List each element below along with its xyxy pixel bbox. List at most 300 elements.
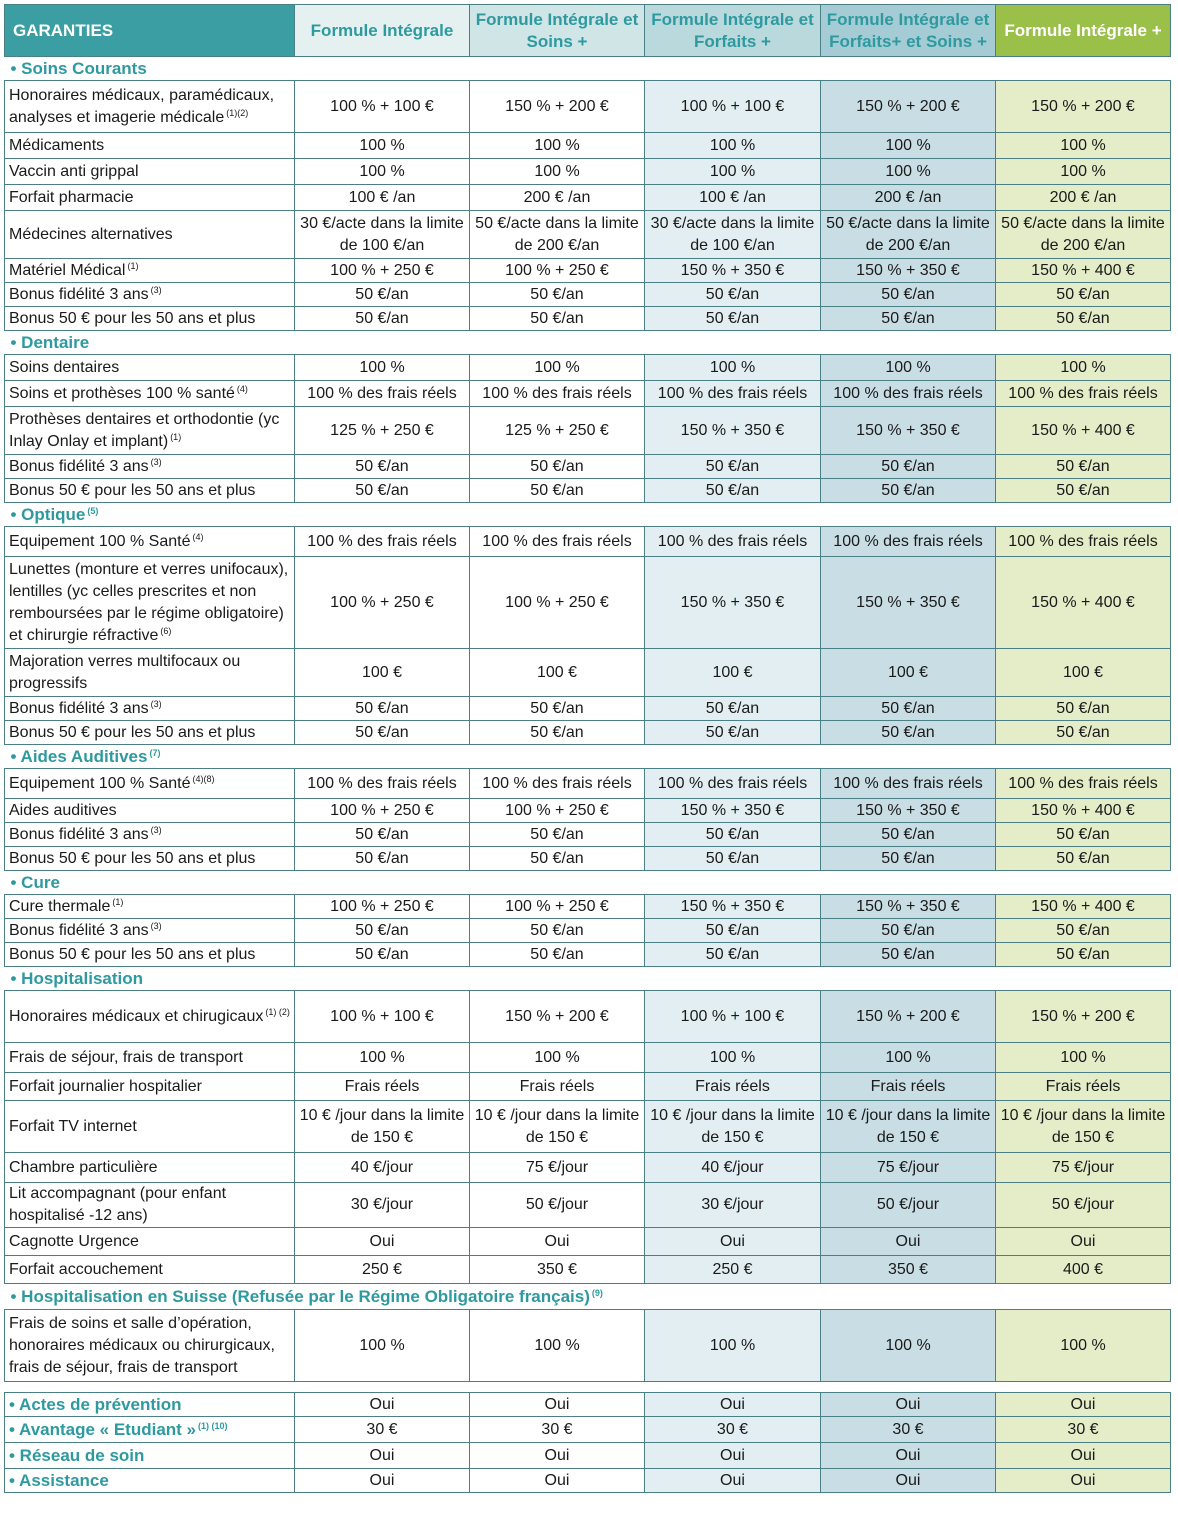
- row-label: [5, 283, 295, 307]
- value-cell: 30 €: [996, 1417, 1171, 1443]
- row-label-text: Vaccin anti grippal: [9, 162, 139, 180]
- value-cell: 100 % des frais réels: [996, 769, 1171, 799]
- value-cell: 100 % + 250 €: [295, 895, 470, 919]
- value-cell: 100 €: [470, 649, 645, 697]
- extra-label: [5, 1393, 295, 1417]
- row-footnote: (1) (2): [265, 1006, 290, 1017]
- value-cell: 50 €/an: [645, 919, 821, 943]
- row-label: [5, 479, 295, 503]
- value-cell: 350 €: [821, 1256, 996, 1284]
- value-cell: 75 €/jour: [470, 1153, 645, 1183]
- row-label: [5, 769, 295, 799]
- table-row: [5, 1228, 1171, 1256]
- value-cell: Oui: [821, 1443, 996, 1469]
- value-cell: 30 €/acte dans la limite de 100 €/an: [295, 211, 470, 259]
- value-cell: 50 €/an: [996, 721, 1171, 745]
- value-cell: Oui: [645, 1469, 821, 1493]
- value-cell: 10 € /jour dans la limite de 150 €: [821, 1101, 996, 1153]
- value-cell: 150 % + 350 €: [821, 407, 996, 455]
- value-cell: 50 €/an: [645, 721, 821, 745]
- value-cell: 100 %: [996, 355, 1171, 381]
- value-cell: 30 €: [295, 1417, 470, 1443]
- extra-footnote: (1) (10): [198, 1420, 228, 1431]
- value-cell: 50 €/acte dans la limite de 200 €/an: [821, 211, 996, 259]
- value-cell: 50 €/an: [996, 943, 1171, 967]
- value-cell: 50 €/acte dans la limite de 200 €/an: [470, 211, 645, 259]
- row-footnote: (3): [150, 824, 162, 835]
- value-cell: 50 €/an: [645, 307, 821, 331]
- row-label-text: Chambre particulière: [9, 1158, 158, 1176]
- value-cell: 100 % des frais réels: [821, 769, 996, 799]
- value-cell: 50 €/acte dans la limite de 200 €/an: [996, 211, 1171, 259]
- row-label-text: Frais de séjour, frais de transport: [9, 1048, 243, 1066]
- value-cell: Oui: [470, 1228, 645, 1256]
- value-cell: Oui: [470, 1393, 645, 1417]
- extra-label-text: • Actes de prévention: [9, 1394, 182, 1414]
- row-label-text: Bonus 50 € pour les 50 ans et plus: [9, 849, 256, 867]
- row-footnote: (3): [150, 284, 162, 295]
- row-label-text: Matériel Médical: [9, 261, 126, 279]
- row-label: [5, 919, 295, 943]
- value-cell: 50 €/an: [470, 823, 645, 847]
- extra-row: [5, 1417, 1171, 1443]
- row-label-text: Aides auditives: [9, 801, 117, 819]
- extra-label-text: • Réseau de soin: [9, 1445, 145, 1465]
- row-label: [5, 455, 295, 479]
- section-row: [5, 1284, 1171, 1310]
- value-cell: 100 %: [645, 1310, 821, 1382]
- value-cell: 250 €: [295, 1256, 470, 1284]
- value-cell: 100 % des frais réels: [295, 769, 470, 799]
- value-cell: Oui: [645, 1443, 821, 1469]
- row-footnote: (4): [236, 383, 248, 394]
- value-cell: 50 €/an: [645, 697, 821, 721]
- table-row: [5, 355, 1171, 381]
- value-cell: 150 % + 400 €: [996, 259, 1171, 283]
- value-cell: Frais réels: [996, 1073, 1171, 1101]
- row-label-text: Cure thermale: [9, 897, 111, 915]
- value-cell: 100 % + 250 €: [470, 895, 645, 919]
- table-row: [5, 133, 1171, 159]
- value-cell: 100 % + 100 €: [295, 991, 470, 1043]
- table-row: [5, 1310, 1171, 1382]
- table-row: [5, 847, 1171, 871]
- row-footnote: (1): [112, 896, 124, 907]
- value-cell: 100 €: [821, 649, 996, 697]
- row-label: [5, 211, 295, 259]
- row-footnote: (4)(8): [192, 773, 215, 784]
- value-cell: 50 €/an: [821, 283, 996, 307]
- section-title-text: • Aides Auditives: [10, 746, 148, 766]
- row-label: [5, 721, 295, 745]
- value-cell: 100 % des frais réels: [470, 527, 645, 557]
- header-formule-integrale-soins: Formule Intégrale et Soins +: [470, 5, 645, 57]
- value-cell: 50 €/an: [470, 919, 645, 943]
- value-cell: 50 €/an: [470, 479, 645, 503]
- value-cell: 150 % + 400 €: [996, 799, 1171, 823]
- header-formule-integrale-plus: Formule Intégrale +: [996, 5, 1171, 57]
- table-row: [5, 307, 1171, 331]
- value-cell: 100 %: [470, 1310, 645, 1382]
- value-cell: 100 %: [645, 159, 821, 185]
- value-cell: 100 %: [645, 133, 821, 159]
- table-row: [5, 1183, 1171, 1228]
- value-cell: 150 % + 400 €: [996, 407, 1171, 455]
- row-label: [5, 133, 295, 159]
- value-cell: 100 %: [996, 133, 1171, 159]
- value-cell: 100 %: [470, 159, 645, 185]
- row-label: [5, 991, 295, 1043]
- value-cell: 100 % + 250 €: [295, 259, 470, 283]
- row-label-text: Soins dentaires: [9, 358, 120, 376]
- value-cell: 50 €/an: [821, 823, 996, 847]
- value-cell: 50 €/an: [645, 847, 821, 871]
- table-row: [5, 991, 1171, 1043]
- value-cell: 100 % des frais réels: [821, 381, 996, 407]
- table-row: [5, 159, 1171, 185]
- value-cell: 100 % des frais réels: [645, 527, 821, 557]
- value-cell: 100 % des frais réels: [821, 527, 996, 557]
- table-row: [5, 1043, 1171, 1073]
- section-title: [5, 331, 1171, 355]
- value-cell: 30 €/jour: [645, 1183, 821, 1228]
- value-cell: 100 %: [996, 1043, 1171, 1073]
- row-label: [5, 159, 295, 185]
- value-cell: 50 €/an: [996, 823, 1171, 847]
- header-formule-integrale: Formule Intégrale: [295, 5, 470, 57]
- value-cell: 50 €/an: [821, 919, 996, 943]
- table-row: [5, 259, 1171, 283]
- value-cell: 100 %: [470, 133, 645, 159]
- value-cell: 30 €/acte dans la limite de 100 €/an: [645, 211, 821, 259]
- value-cell: 100 %: [996, 159, 1171, 185]
- value-cell: 100 €: [645, 649, 821, 697]
- value-cell: 50 €/an: [295, 943, 470, 967]
- value-cell: Oui: [470, 1469, 645, 1493]
- section-title: [5, 967, 1171, 991]
- value-cell: 100 %: [295, 1310, 470, 1382]
- row-label: [5, 185, 295, 211]
- value-cell: 150 % + 200 €: [996, 81, 1171, 133]
- value-cell: 100 %: [821, 133, 996, 159]
- row-label-text: Forfait accouchement: [9, 1260, 163, 1278]
- value-cell: 150 % + 400 €: [996, 557, 1171, 649]
- value-cell: Oui: [821, 1469, 996, 1493]
- row-label: [5, 1310, 295, 1382]
- row-label-text: Bonus 50 € pour les 50 ans et plus: [9, 723, 256, 741]
- value-cell: 100 € /an: [295, 185, 470, 211]
- value-cell: 100 %: [821, 159, 996, 185]
- extra-row: [5, 1469, 1171, 1493]
- value-cell: 100 % des frais réels: [996, 381, 1171, 407]
- table-row: [5, 381, 1171, 407]
- value-cell: 50 €/jour: [821, 1183, 996, 1228]
- value-cell: Oui: [470, 1443, 645, 1469]
- value-cell: 100 % des frais réels: [996, 527, 1171, 557]
- value-cell: 400 €: [996, 1256, 1171, 1284]
- value-cell: 50 €/an: [470, 307, 645, 331]
- table-row: [5, 1101, 1171, 1153]
- row-label-text: Honoraires médicaux et chirugicaux: [9, 1007, 264, 1025]
- section-title-text: • Dentaire: [10, 332, 90, 352]
- section-row: [5, 57, 1171, 81]
- value-cell: 50 €/an: [295, 455, 470, 479]
- value-cell: 100 %: [470, 1043, 645, 1073]
- row-label-text: Forfait journalier hospitalier: [9, 1077, 202, 1095]
- value-cell: Oui: [645, 1393, 821, 1417]
- value-cell: 100 % + 250 €: [295, 799, 470, 823]
- row-label-text: Majoration verres multifocaux ou progressifs: [9, 652, 241, 692]
- section-title-text: • Soins Courants: [10, 58, 147, 78]
- row-label: [5, 799, 295, 823]
- extra-label: [5, 1417, 295, 1443]
- value-cell: 50 €/an: [996, 455, 1171, 479]
- value-cell: Oui: [821, 1393, 996, 1417]
- section-title-text: • Hospitalisation: [10, 968, 144, 988]
- value-cell: 150 % + 350 €: [821, 557, 996, 649]
- value-cell: 100 % + 250 €: [470, 799, 645, 823]
- value-cell: Oui: [821, 1228, 996, 1256]
- row-label: [5, 1101, 295, 1153]
- section-row: [5, 871, 1171, 895]
- section-row: [5, 967, 1171, 991]
- value-cell: 125 % + 250 €: [295, 407, 470, 455]
- value-cell: 10 € /jour dans la limite de 150 €: [645, 1101, 821, 1153]
- value-cell: 50 €/an: [645, 479, 821, 503]
- row-label-text: Forfait pharmacie: [9, 188, 134, 206]
- value-cell: Oui: [645, 1228, 821, 1256]
- row-label-text: Bonus 50 € pour les 50 ans et plus: [9, 481, 256, 499]
- table-row: [5, 895, 1171, 919]
- spacer-cell: [5, 1382, 1171, 1393]
- row-footnote: (4): [192, 531, 204, 542]
- value-cell: 50 €/an: [996, 919, 1171, 943]
- row-label-text: Frais de soins et salle d’opération, honoraires médicaux ou chirurgicaux, frais de séjour, frais de transport: [9, 1314, 275, 1376]
- value-cell: 100 %: [470, 355, 645, 381]
- value-cell: 50 €/an: [821, 307, 996, 331]
- value-cell: 150 % + 350 €: [821, 895, 996, 919]
- value-cell: 150 % + 350 €: [821, 259, 996, 283]
- value-cell: 50 €/an: [470, 283, 645, 307]
- row-footnote: (6): [160, 625, 172, 636]
- value-cell: 200 € /an: [996, 185, 1171, 211]
- extra-label: [5, 1443, 295, 1469]
- value-cell: 350 €: [470, 1256, 645, 1284]
- row-label: [5, 943, 295, 967]
- table-row: [5, 455, 1171, 479]
- value-cell: 40 €/jour: [295, 1153, 470, 1183]
- value-cell: 100 % + 250 €: [470, 557, 645, 649]
- value-cell: 150 % + 350 €: [645, 407, 821, 455]
- table-row: [5, 799, 1171, 823]
- value-cell: 150 % + 350 €: [645, 557, 821, 649]
- row-label: [5, 527, 295, 557]
- value-cell: Frais réels: [470, 1073, 645, 1101]
- header-row: [5, 5, 1171, 57]
- row-footnote: (1): [127, 260, 139, 271]
- table-row: [5, 283, 1171, 307]
- value-cell: 50 €/jour: [470, 1183, 645, 1228]
- value-cell: 10 € /jour dans la limite de 150 €: [295, 1101, 470, 1153]
- value-cell: 100 % des frais réels: [295, 527, 470, 557]
- row-label: [5, 847, 295, 871]
- value-cell: Oui: [996, 1469, 1171, 1493]
- table-row: [5, 943, 1171, 967]
- section-title: [5, 745, 1171, 769]
- value-cell: 50 €/an: [470, 697, 645, 721]
- section-row: [5, 745, 1171, 769]
- value-cell: 50 €/an: [470, 847, 645, 871]
- value-cell: 100 € /an: [645, 185, 821, 211]
- value-cell: 50 €/an: [645, 823, 821, 847]
- row-label-text: Bonus 50 € pour les 50 ans et plus: [9, 945, 256, 963]
- row-label: [5, 1073, 295, 1101]
- table-row: [5, 1153, 1171, 1183]
- value-cell: 10 € /jour dans la limite de 150 €: [470, 1101, 645, 1153]
- value-cell: 100 % + 100 €: [645, 81, 821, 133]
- row-label-text: Equipement 100 % Santé: [9, 774, 191, 792]
- table-row: [5, 697, 1171, 721]
- row-label: [5, 1228, 295, 1256]
- value-cell: 50 €/an: [996, 479, 1171, 503]
- value-cell: 30 €: [645, 1417, 821, 1443]
- value-cell: 50 €/an: [645, 283, 821, 307]
- row-label-text: Médecines alternatives: [9, 225, 173, 243]
- value-cell: Oui: [996, 1228, 1171, 1256]
- value-cell: 50 €/an: [470, 455, 645, 479]
- value-cell: 200 € /an: [821, 185, 996, 211]
- value-cell: 100 % des frais réels: [470, 769, 645, 799]
- value-cell: 50 €/an: [295, 697, 470, 721]
- row-label: [5, 259, 295, 283]
- value-cell: Oui: [295, 1443, 470, 1469]
- row-label: [5, 1256, 295, 1284]
- row-label-text: Cagnotte Urgence: [9, 1232, 139, 1250]
- extra-label: [5, 1469, 295, 1493]
- section-footnote: (9): [591, 1287, 603, 1298]
- value-cell: 50 €/an: [821, 455, 996, 479]
- row-label-text: Médicaments: [9, 136, 105, 154]
- value-cell: 50 €/an: [295, 479, 470, 503]
- value-cell: 150 % + 200 €: [996, 991, 1171, 1043]
- row-label-text: Forfait TV internet: [9, 1117, 137, 1135]
- value-cell: 150 % + 200 €: [470, 81, 645, 133]
- row-footnote: (1)(2): [226, 107, 249, 118]
- value-cell: 100 %: [645, 1043, 821, 1073]
- row-label-text: Bonus fidélité 3 ans: [9, 825, 149, 843]
- row-label: [5, 823, 295, 847]
- table-row: [5, 1256, 1171, 1284]
- guarantees-table: [4, 4, 1171, 1493]
- section-row: [5, 331, 1171, 355]
- row-label-text: Lunettes (monture et verres unifocaux), lentilles (yc celles prescrites et non remboursées par le régime obligatoire) et chirurgie réfractive: [9, 560, 289, 644]
- value-cell: 50 €/an: [470, 721, 645, 745]
- row-label: [5, 649, 295, 697]
- row-label: [5, 895, 295, 919]
- row-footnote: (1): [170, 431, 182, 442]
- header-formule-integrale-forfaits-soins: Formule Intégrale et Forfaits+ et Soins +: [821, 5, 996, 57]
- value-cell: 150 % + 400 €: [996, 895, 1171, 919]
- value-cell: 50 €/an: [645, 455, 821, 479]
- value-cell: 100 % des frais réels: [645, 769, 821, 799]
- section-title-text: • Optique: [10, 504, 86, 524]
- value-cell: 200 € /an: [470, 185, 645, 211]
- table-row: [5, 557, 1171, 649]
- value-cell: 50 €/jour: [996, 1183, 1171, 1228]
- row-label: [5, 1043, 295, 1073]
- value-cell: 150 % + 350 €: [821, 799, 996, 823]
- table-row: [5, 185, 1171, 211]
- value-cell: 100 % + 250 €: [470, 259, 645, 283]
- value-cell: 150 % + 350 €: [645, 799, 821, 823]
- value-cell: 50 €/an: [295, 919, 470, 943]
- row-label-text: Bonus fidélité 3 ans: [9, 285, 149, 303]
- value-cell: 50 €/an: [996, 697, 1171, 721]
- value-cell: 100 %: [821, 1043, 996, 1073]
- value-cell: 50 €/an: [295, 847, 470, 871]
- row-label-text: Prothèses dentaires et orthodontie (yc Inlay Onlay et implant): [9, 410, 280, 450]
- value-cell: 50 €/an: [821, 697, 996, 721]
- value-cell: Oui: [996, 1393, 1171, 1417]
- value-cell: 50 €/an: [295, 721, 470, 745]
- value-cell: 10 € /jour dans la limite de 150 €: [996, 1101, 1171, 1153]
- table-row: [5, 823, 1171, 847]
- value-cell: 30 €: [470, 1417, 645, 1443]
- value-cell: 30 €: [821, 1417, 996, 1443]
- value-cell: 100 % des frais réels: [645, 381, 821, 407]
- value-cell: Oui: [295, 1469, 470, 1493]
- value-cell: 100 % des frais réels: [470, 381, 645, 407]
- row-label: [5, 381, 295, 407]
- value-cell: 100 %: [996, 1310, 1171, 1382]
- value-cell: 100 % + 100 €: [645, 991, 821, 1043]
- value-cell: 150 % + 200 €: [821, 991, 996, 1043]
- table-row: [5, 721, 1171, 745]
- row-label: [5, 1153, 295, 1183]
- value-cell: 100 % + 250 €: [295, 557, 470, 649]
- table-row: [5, 1073, 1171, 1101]
- extra-label-text: • Avantage « Etudiant »: [9, 1419, 197, 1439]
- row-label-text: Equipement 100 % Santé: [9, 532, 191, 550]
- row-label: [5, 307, 295, 331]
- value-cell: 50 €/an: [295, 823, 470, 847]
- value-cell: 50 €/an: [295, 283, 470, 307]
- value-cell: 150 % + 200 €: [821, 81, 996, 133]
- row-label-text: Soins et prothèses 100 % santé: [9, 384, 235, 402]
- value-cell: Oui: [295, 1228, 470, 1256]
- value-cell: 75 €/jour: [821, 1153, 996, 1183]
- value-cell: 50 €/an: [996, 307, 1171, 331]
- value-cell: 40 €/jour: [645, 1153, 821, 1183]
- row-label: [5, 407, 295, 455]
- value-cell: 50 €/an: [996, 847, 1171, 871]
- table-row: [5, 527, 1171, 557]
- value-cell: 100 % + 100 €: [295, 81, 470, 133]
- value-cell: Frais réels: [295, 1073, 470, 1101]
- row-footnote: (3): [150, 456, 162, 467]
- section-title: [5, 871, 1171, 895]
- section-row: [5, 503, 1171, 527]
- value-cell: 50 €/an: [470, 943, 645, 967]
- table-row: [5, 649, 1171, 697]
- value-cell: 100 %: [821, 355, 996, 381]
- row-label-text: Bonus fidélité 3 ans: [9, 921, 149, 939]
- row-label-text: Honoraires médicaux, paramédicaux, analyses et imagerie médicale: [9, 86, 275, 126]
- value-cell: 250 €: [645, 1256, 821, 1284]
- value-cell: 50 €/an: [996, 283, 1171, 307]
- value-cell: 50 €/an: [821, 847, 996, 871]
- value-cell: 100 %: [821, 1310, 996, 1382]
